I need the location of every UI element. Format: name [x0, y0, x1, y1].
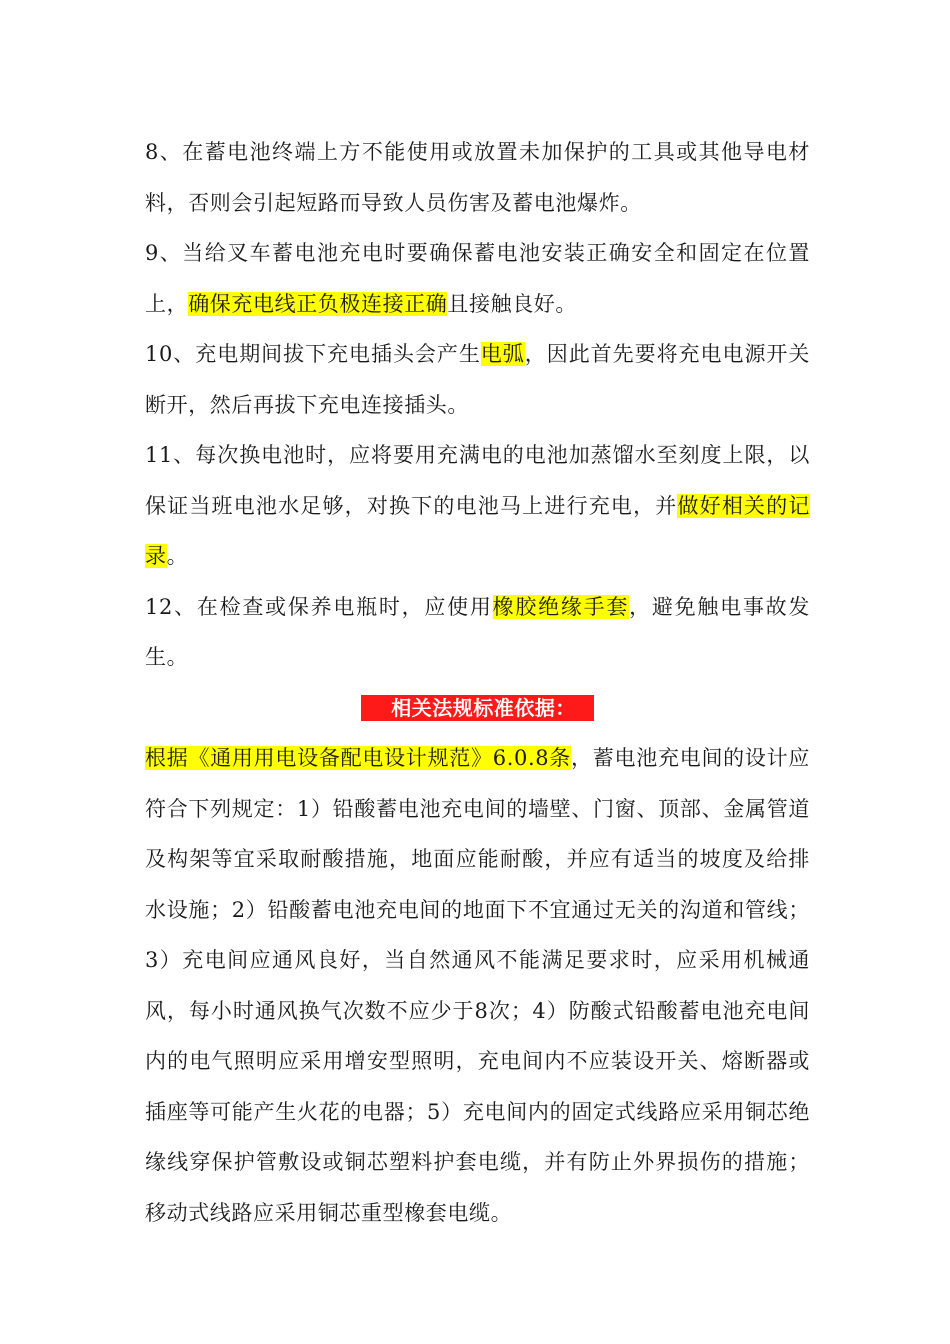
- item-11-text: 11、每次换电池时，应将要用充满电的电池加蒸馏水至刻度上限，以保证当班电池水足够，对换下的电池马上进行充电，并: [145, 443, 810, 518]
- item-11-text-end: 。: [166, 544, 189, 568]
- item-9-highlight: 确保充电线正负极连接正确: [188, 291, 448, 316]
- regulation-text: ，蓄电池充电间的设计应符合下列规定：1）铅酸蓄电池充电间的墙壁、门窗、顶部、金属管道及构架等宜采取耐酸措施，地面应能耐酸，并应有适当的坡度及给排水设施；2）铅酸蓄电池充电间的地面下不宜通过无关的沟道和管线；3）充电间应通风良好，当自然通风不能满足要求时，应采用机械通风，每小时通风换气次数不应少于8次；4）防酸式铅酸蓄电池充电间内的电气照明应采用增安型照明，充电间内不应装设开关、熔断器或插座等可能产生火花的电器；5）充电间内的固定式线路应采用铜芯绝缘线穿保护管敷设或铜芯塑料护套电缆，并有防止外界损伤的措施；移动式线路应采用铜芯重型橡套电缆。: [145, 746, 810, 1225]
- item-10-text: 10、充电期间拔下充电插头会产生: [145, 342, 481, 366]
- regulation-highlight: 根据《通用用电设备配电设计规范》6.0.8条: [145, 746, 572, 770]
- item-12-highlight: 橡胶绝缘手套: [492, 594, 630, 619]
- document-page: [145, 127, 810, 1238]
- regulation-paragraph: [145, 733, 810, 1238]
- item-9: [145, 228, 810, 329]
- item-9-text: 9、当给叉车蓄电池充电时要确保蓄电池安装正确安全和固定在位置上，: [145, 241, 810, 316]
- item-8: [145, 127, 810, 228]
- item-10-highlight: 电弧: [480, 342, 525, 366]
- item-12: [145, 582, 810, 683]
- item-12-text-end: ，避免触电事故发生。: [145, 594, 810, 669]
- item-11-highlight: 做好相关的记录: [145, 493, 810, 568]
- section-heading: [145, 683, 810, 734]
- item-11: [145, 430, 810, 582]
- section-heading-label: 相关法规标准依据：: [361, 695, 594, 721]
- item-10-text-end: ，因此首先要将充电电源开关断开，然后再拔下充电连接插头。: [145, 342, 810, 417]
- item-9-text-end: 且接触良好。: [447, 291, 578, 316]
- item-8-text: 8、在蓄电池终端上方不能使用或放置未加保护的工具或其他导电材料，否则会引起短路而导致人员伤害及蓄电池爆炸。: [145, 140, 810, 215]
- item-12-text: 12、在检查或保养电瓶时，应使用: [145, 594, 493, 619]
- item-10: [145, 329, 810, 430]
